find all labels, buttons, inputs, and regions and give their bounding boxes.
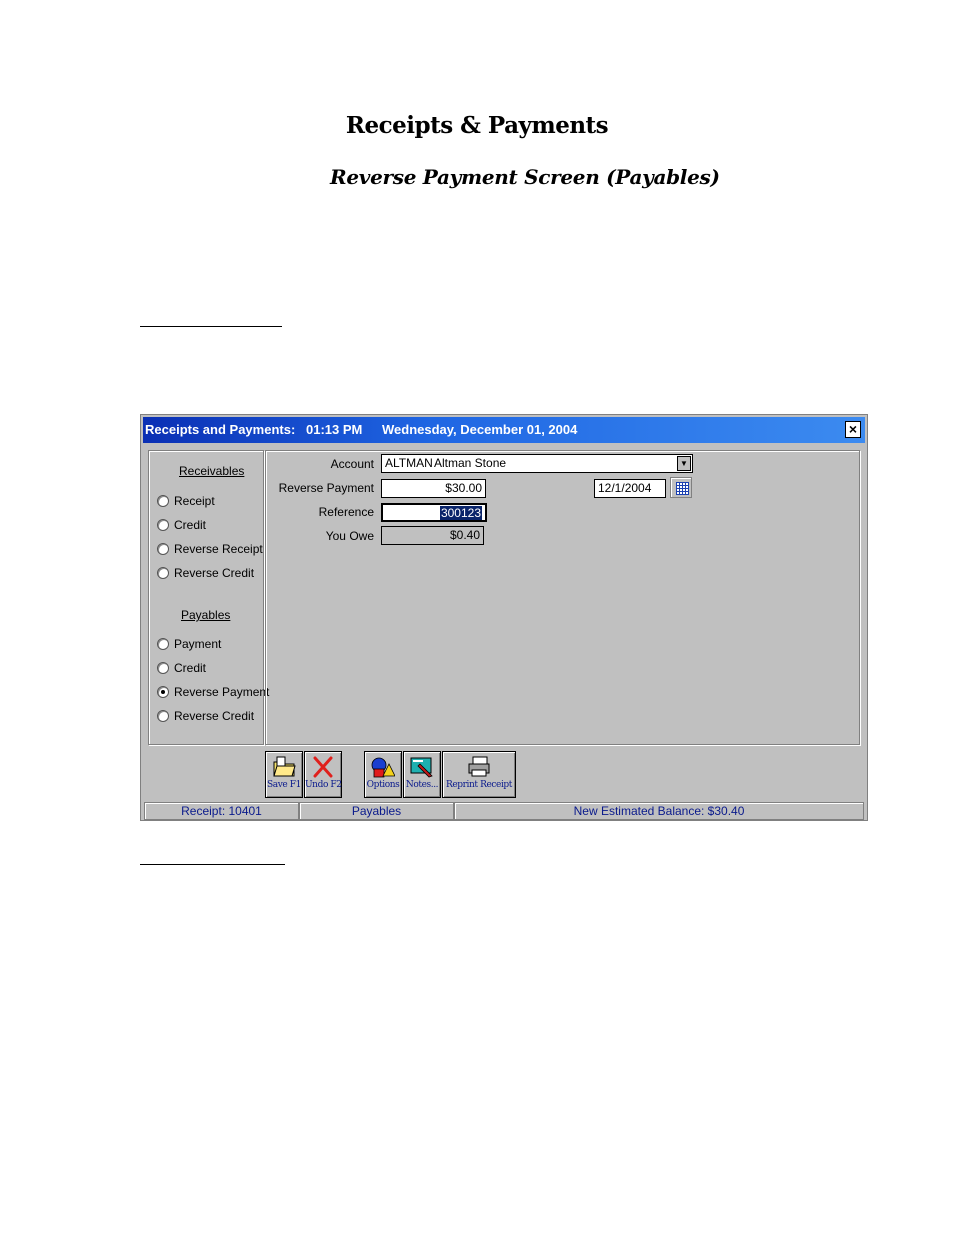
calendar-icon (676, 482, 689, 495)
reverse-payment-label: Reverse Payment (278, 481, 374, 495)
radio-button-selected-icon[interactable] (157, 686, 169, 698)
window-date: Wednesday, December 01, 2004 (382, 422, 578, 437)
radio-credit-payable[interactable]: Credit (157, 660, 206, 676)
chevron-down-icon[interactable]: ▼ (677, 456, 691, 471)
radio-button-icon[interactable] (157, 543, 169, 555)
radio-payment[interactable]: Payment (157, 636, 221, 652)
radio-reverse-credit-payable[interactable]: Reverse Credit (157, 708, 254, 724)
payables-heading: Payables (181, 608, 231, 622)
radio-button-icon[interactable] (157, 710, 169, 722)
radio-credit-receivable[interactable]: Credit (157, 517, 206, 533)
notes-pen-icon (410, 756, 434, 778)
radio-button-icon[interactable] (157, 567, 169, 579)
radio-button-icon[interactable] (157, 662, 169, 674)
document-subtitle: Reverse Payment Screen (Payables) (330, 165, 720, 189)
status-mode: Payables (299, 802, 454, 820)
reprint-label: Reprint Receipt (445, 780, 513, 790)
radio-receipt[interactable]: Receipt (157, 493, 215, 509)
save-folder-icon (272, 756, 296, 778)
reference-label: Reference (318, 505, 374, 519)
options-label: Options (366, 780, 400, 790)
shapes-icon (371, 756, 395, 778)
status-estimated-balance: New Estimated Balance: $30.40 (454, 802, 864, 820)
status-receipt-number: Receipt: 10401 (144, 802, 299, 820)
radio-button-icon[interactable] (157, 495, 169, 507)
divider-top (140, 326, 282, 327)
account-code: ALTMAN (385, 456, 433, 470)
status-bar (144, 802, 864, 820)
window-title: Receipts and Payments: (145, 422, 296, 437)
transaction-form-panel (265, 450, 860, 745)
printer-icon (467, 756, 491, 778)
window-titlebar[interactable] (143, 417, 865, 443)
radio-reverse-credit-receivable[interactable]: Reverse Credit (157, 565, 254, 581)
document-title: Receipts & Payments (345, 112, 609, 139)
account-dropdown[interactable] (381, 454, 693, 473)
reverse-payment-amount-input[interactable]: $30.00 (381, 479, 486, 498)
reprint-receipt-button[interactable] (442, 751, 516, 798)
reference-input[interactable] (381, 503, 487, 522)
close-icon[interactable]: × (845, 421, 861, 438)
options-button[interactable] (364, 751, 402, 798)
undo-x-icon (311, 756, 335, 778)
window-time: 01:13 PM (306, 422, 363, 437)
account-name: Altman Stone (434, 456, 507, 470)
notes-button[interactable] (403, 751, 441, 798)
you-owe-value: $0.40 (381, 526, 484, 545)
radio-button-icon[interactable] (157, 519, 169, 531)
account-label: Account (330, 457, 374, 471)
divider-bottom (140, 864, 285, 865)
calendar-button[interactable] (670, 477, 692, 498)
radio-button-icon[interactable] (157, 638, 169, 650)
notes-label: Notes... (405, 780, 439, 790)
save-button[interactable] (265, 751, 303, 798)
undo-button[interactable] (304, 751, 342, 798)
receivables-heading: Receivables (179, 464, 245, 478)
date-input[interactable]: 12/1/2004 (594, 479, 666, 498)
reference-value: 300123 (440, 506, 481, 520)
receipts-payments-window (140, 414, 868, 821)
radio-reverse-payment[interactable]: Reverse Payment (157, 684, 269, 700)
you-owe-label: You Owe (325, 529, 374, 543)
radio-reverse-receipt[interactable]: Reverse Receipt (157, 541, 263, 557)
save-label: Save F1 (267, 780, 301, 790)
undo-label: Undo F2 (305, 780, 342, 790)
